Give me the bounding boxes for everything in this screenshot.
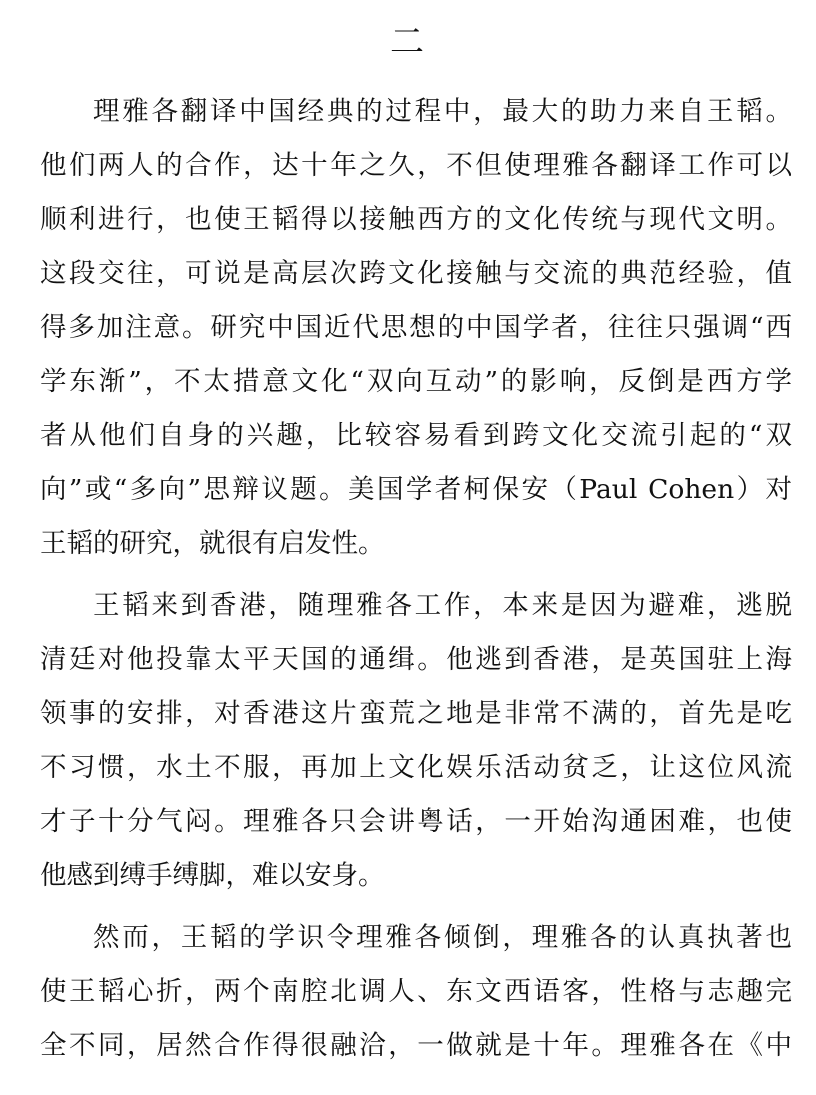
- text-line: 全不同，居然合作得很融洽，一做就是十年。理雅各在《中: [40, 1030, 792, 1061]
- text-line: 王韬的研究，就很有启发性。: [40, 528, 385, 559]
- section-number: 二: [390, 22, 426, 62]
- text-line: 得多加注意。研究中国近代思想的中国学者，往往只强调“西: [40, 312, 792, 343]
- text-line: 他感到缚手缚脚，难以安身。: [40, 860, 385, 891]
- text-line: 清廷对他投靠太平天国的通缉。他逃到香港，是英国驻上海: [40, 644, 792, 675]
- text-line: 顺利进行，也使王韬得以接触西方的文化传统与现代文明。: [40, 204, 792, 235]
- text-line: 向”或“多向”思辩议题。美国学者柯保安（Paul Cohen）对: [40, 474, 792, 505]
- text-line: 这段交往，可说是高层次跨文化接触与交流的典范经验，值: [40, 258, 792, 289]
- text-line: 然而，王韬的学识令理雅各倾倒，理雅各的认真执著也: [93, 922, 792, 953]
- text-line: 才子十分气闷。理雅各只会讲粤话，一开始沟通困难，也使: [40, 806, 792, 837]
- text-line: 使王韬心折，两个南腔北调人、东文西语客，性格与志趣完: [40, 976, 792, 1007]
- text-line: 领事的安排，对香港这片蛮荒之地是非常不满的，首先是吃: [40, 698, 792, 729]
- text-line: 王韬来到香港，随理雅各工作，本来是因为避难，逃脱: [93, 590, 792, 621]
- text-line: 理雅各翻译中国经典的过程中，最大的助力来自王韬。: [93, 96, 792, 127]
- text-line: 他们两人的合作，达十年之久，不但使理雅各翻译工作可以: [40, 150, 792, 181]
- text-line: 者从他们自身的兴趣，比较容易看到跨文化交流引起的“双: [40, 420, 792, 451]
- text-line: 不习惯，水土不服，再加上文化娱乐活动贫乏，让这位风流: [40, 752, 792, 783]
- text-line: 学东渐”，不太措意文化“双向互动”的影响，反倒是西方学: [40, 366, 792, 397]
